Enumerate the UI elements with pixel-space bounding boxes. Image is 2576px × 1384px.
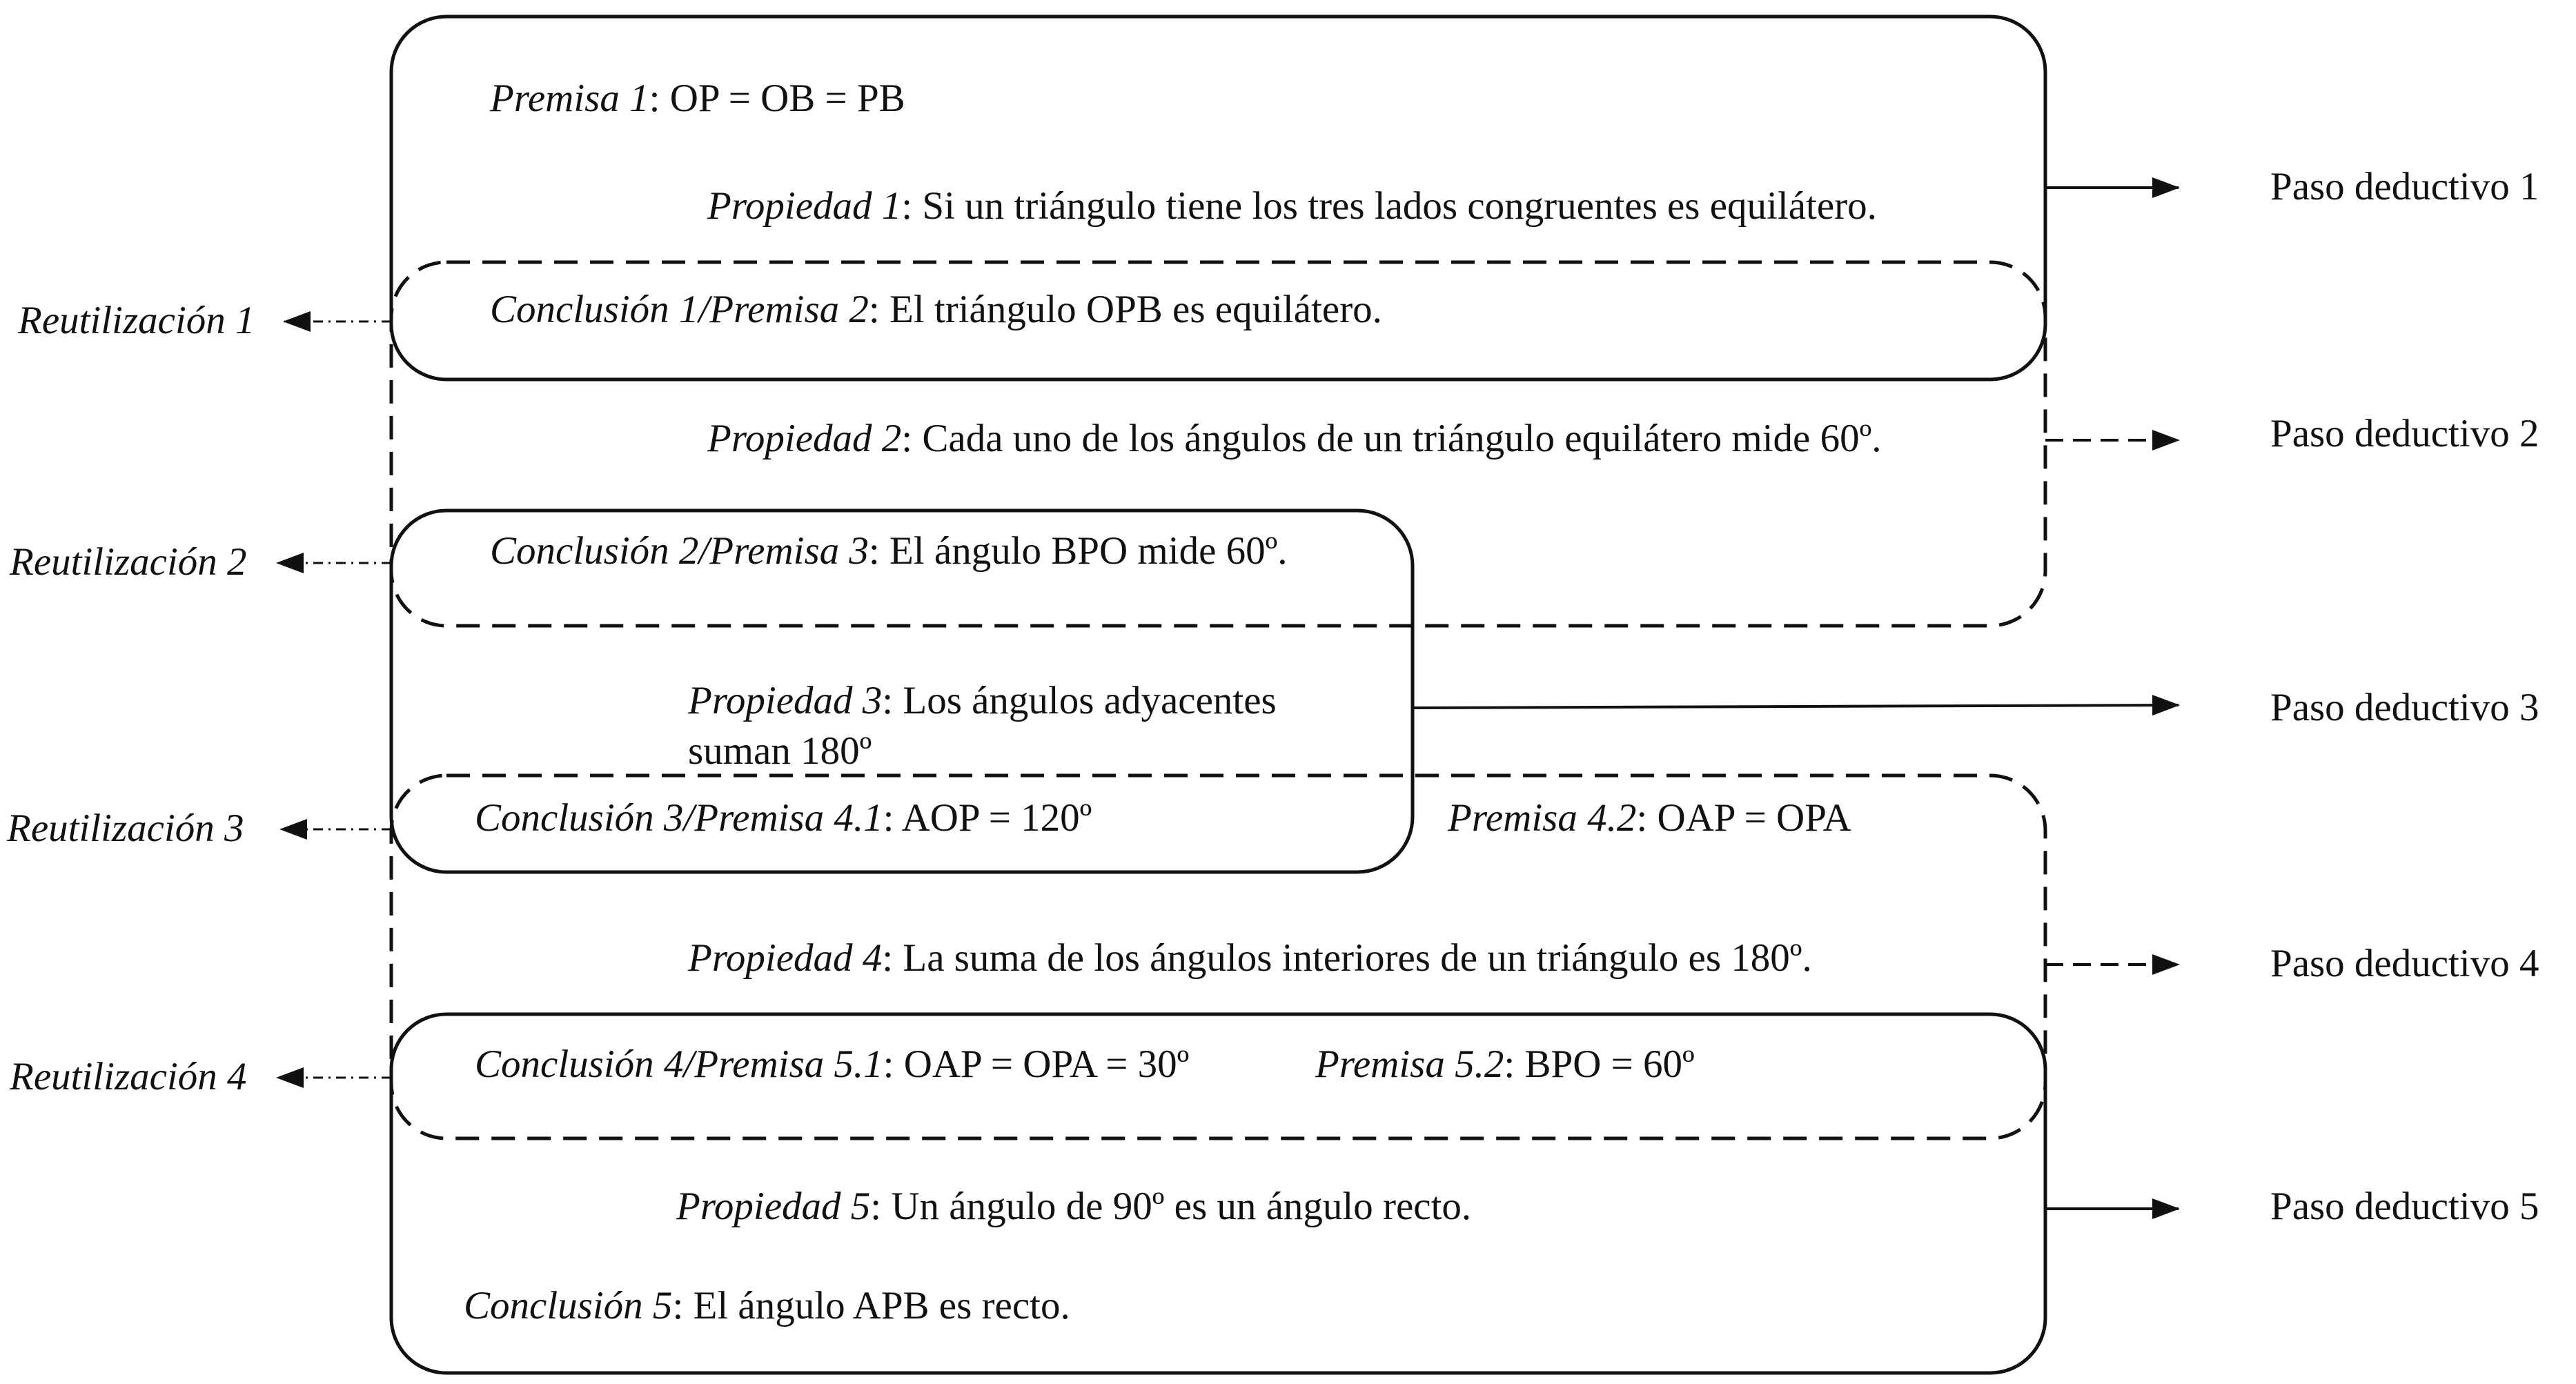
premisa-1 (490, 77, 905, 121)
conclusion-4-label: Conclusión 4/Premisa 5.1 (475, 1042, 883, 1086)
separator: : (649, 77, 670, 120)
premisa-5-2-label: Premisa 5.2 (1315, 1042, 1504, 1086)
propiedad-1-text: Si un triángulo tiene los tres lados congruentes es equilátero. (922, 184, 1877, 228)
conclusion-3 (475, 797, 1092, 840)
separator: : (901, 417, 923, 460)
conclusion-1-text: El triángulo OPB es equilátero. (889, 288, 1382, 331)
conclusion-2 (490, 530, 1288, 573)
step-1-label: Paso deductivo 1 (2270, 165, 2539, 208)
conclusion-3-label: Conclusión 3/Premisa 4.1 (475, 796, 883, 840)
separator: : (1636, 796, 1658, 840)
propiedad-4-text: La suma de los ángulos interiores de un triángulo es 180º. (903, 936, 1812, 980)
propiedad-5-text: Un ángulo de 90º es un ángulo recto. (891, 1185, 1472, 1228)
separator: : (882, 936, 903, 980)
separator: : (672, 1284, 694, 1327)
propiedad-2-label: Propiedad 2 (707, 417, 902, 460)
conclusion-2-label: Conclusión 2/Premisa 3 (490, 529, 869, 573)
premisa-1-text: OP = OB = PB (669, 77, 905, 120)
propiedad-2-text: Cada uno de los ángulos de un triángulo equilátero mide 60º. (922, 417, 1882, 460)
step-3-label: Paso deductivo 3 (2270, 686, 2539, 729)
propiedad-4-label: Propiedad 4 (688, 936, 883, 980)
step-2-label: Paso deductivo 2 (2270, 412, 2539, 455)
separator: : (1504, 1042, 1525, 1086)
propiedad-3 (688, 680, 1277, 723)
propiedad-3-text-line2: suman 180º (688, 729, 872, 773)
propiedad-3-text: Los ángulos adyacentes (903, 679, 1277, 722)
separator: : (870, 1185, 892, 1228)
conclusion-1-label: Conclusión 1/Premisa 2 (490, 288, 869, 331)
conclusion-4 (475, 1043, 1189, 1087)
propiedad-4 (688, 937, 1812, 980)
separator: : (882, 679, 903, 722)
step-4-label: Paso deductivo 4 (2270, 942, 2539, 985)
step-5-label: Paso deductivo 5 (2270, 1185, 2539, 1228)
reuse-4-label: Reutilización 4 (10, 1055, 247, 1098)
separator: : (883, 1042, 904, 1086)
premisa-5-2 (1315, 1043, 1695, 1087)
premisa-4-2-label: Premisa 4.2 (1448, 796, 1637, 840)
propiedad-3-line2 (688, 730, 872, 773)
premisa-4-2 (1448, 797, 1851, 840)
propiedad-2 (707, 417, 1882, 461)
separator: : (901, 184, 923, 228)
propiedad-5 (676, 1185, 1471, 1229)
conclusion-2-text: El ángulo BPO mide 60º. (889, 529, 1288, 573)
propiedad-1 (707, 185, 1877, 228)
separator: : (868, 529, 889, 573)
propiedad-5-label: Propiedad 5 (676, 1185, 871, 1228)
reuse-1-label: Reutilización 1 (18, 299, 255, 342)
conclusion-1 (490, 288, 1382, 332)
step-3-arrow (1413, 705, 2179, 708)
separator: : (883, 796, 902, 840)
conclusion-3-text: AOP = 120º (901, 796, 1092, 840)
conclusion-4-text: OAP = OPA = 30º (903, 1042, 1190, 1086)
premisa-5-2-text: BPO = 60º (1524, 1042, 1695, 1086)
propiedad-3-label: Propiedad 3 (688, 679, 883, 722)
premisa-1-label: Premisa 1 (490, 77, 649, 120)
propiedad-1-label: Propiedad 1 (707, 184, 902, 228)
separator: : (868, 288, 889, 331)
conclusion-5-text: El ángulo APB es recto. (693, 1284, 1070, 1327)
reuse-3-label: Reutilización 3 (7, 807, 244, 850)
conclusion-5-label: Conclusión 5 (464, 1284, 673, 1327)
conclusion-5 (464, 1285, 1070, 1328)
premisa-4-2-text: OAP = OPA (1657, 796, 1851, 840)
reuse-2-label: Reutilización 2 (10, 540, 247, 584)
